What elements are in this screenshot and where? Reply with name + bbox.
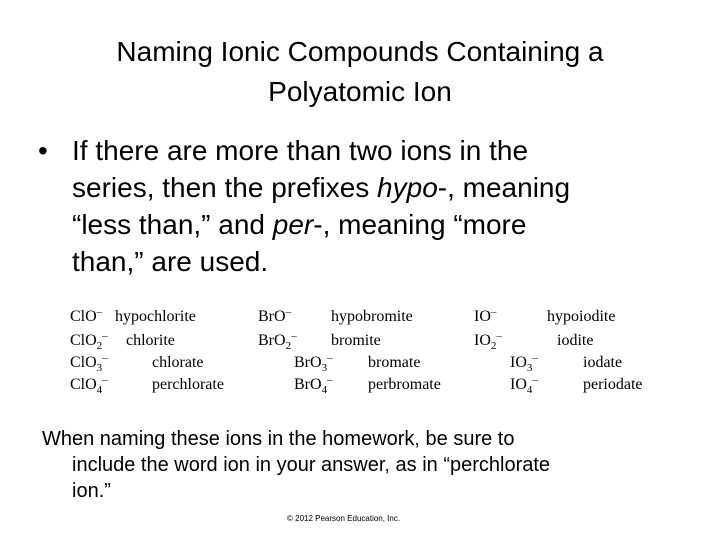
bullet-line-3-rest: -, meaning “more xyxy=(313,209,527,240)
title-line-2: Polyatomic Ion xyxy=(268,76,452,107)
ion-name: iodite xyxy=(557,332,594,349)
bullet-line-2-text: series, then the prefixes xyxy=(72,172,378,203)
ion-name: perbromate xyxy=(368,376,441,393)
ion-formula: $IO_4^-$ xyxy=(510,374,538,396)
ion-name: chlorate xyxy=(152,354,204,371)
note-line-3: ion.” xyxy=(72,480,111,502)
bullet-line-2-rest: -, meaning xyxy=(437,172,571,203)
ion-formula: ClO$_4$– xyxy=(70,374,108,396)
copyright-notice: © 2012 Pearson Education, Inc. xyxy=(287,514,401,523)
ion-name: hypobromite xyxy=(331,308,413,325)
bullet-marker: • xyxy=(38,135,48,166)
ion-name: bromate xyxy=(368,354,421,371)
ion-formula: ClO$_3$– xyxy=(70,352,108,374)
ion-formula: $IO_3^-$ xyxy=(510,352,538,374)
ion-name: hypochlorite xyxy=(115,308,196,325)
ion-name: iodate xyxy=(583,354,623,371)
title-line-1: Naming Ionic Compounds Containing a xyxy=(116,36,604,67)
ion-formula: BrO$_4$– xyxy=(294,374,333,396)
bullet-line-2 xyxy=(72,169,672,206)
bullet-line-3 xyxy=(72,206,672,243)
prefix-per: per xyxy=(272,209,314,240)
bullet-line-1: If there are more than two ions in the xyxy=(72,135,529,166)
note-line-1: When naming these ions in the homework, be sure to xyxy=(42,428,515,450)
ion-formula: $IO_2^-$ xyxy=(474,330,502,352)
note-line-2: include the word ion in your answer, as in “perchlorate xyxy=(72,454,551,476)
ion-formula: BrO$_2$– xyxy=(258,330,297,352)
ion-formula: ClO$_2$– xyxy=(70,330,108,352)
slide-title xyxy=(0,32,720,112)
bullet-line-3-text: “less than,” and xyxy=(72,209,273,240)
homework-note xyxy=(42,426,702,504)
ion-name: hypoiodite xyxy=(547,308,616,325)
prefix-hypo: hypo xyxy=(377,172,438,203)
ion-name: perchlorate xyxy=(152,376,224,393)
bullet-text xyxy=(72,132,672,280)
ion-name: chlorite xyxy=(126,332,175,349)
bullet-line-4: than,” are used. xyxy=(72,246,269,277)
ion-name: periodate xyxy=(583,376,643,393)
ion-formula: BrO– xyxy=(258,306,292,325)
ion-formula: BrO$_3$– xyxy=(294,352,333,374)
ion-series-table xyxy=(0,302,720,402)
ion-formula: IO– xyxy=(474,306,497,325)
ion-formula: ClO– xyxy=(70,306,103,325)
ion-name: bromite xyxy=(331,332,381,349)
